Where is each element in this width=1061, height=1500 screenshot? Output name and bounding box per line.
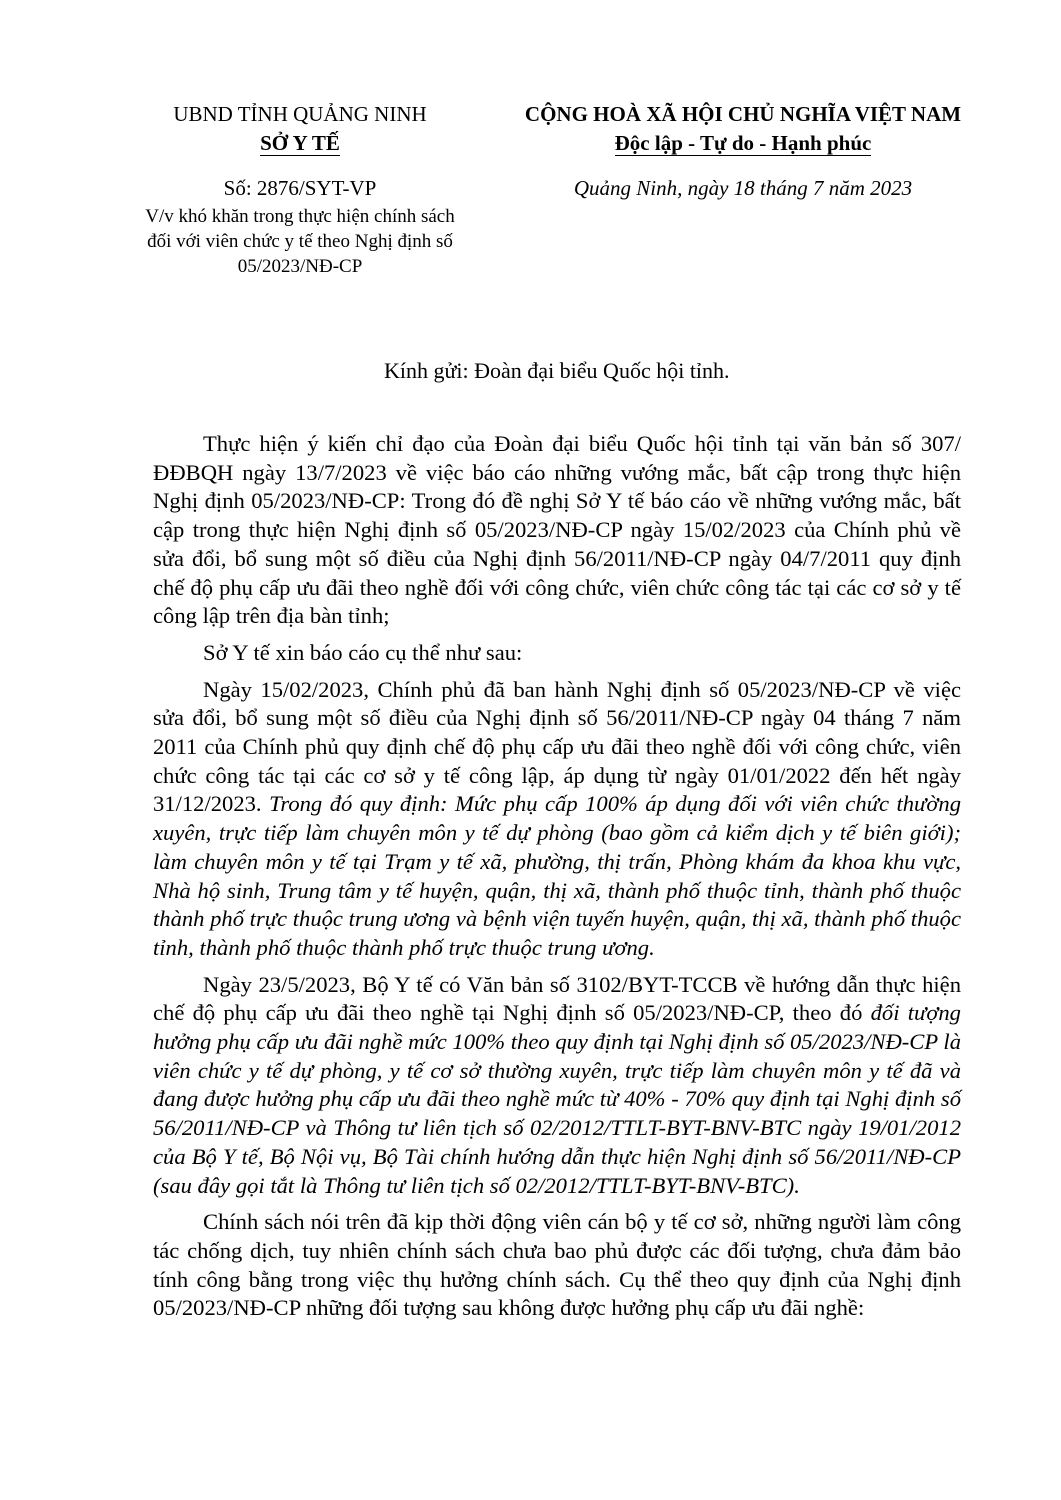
issuing-agency-block xyxy=(130,100,470,279)
subject-line: đối với viên chức y tế theo Nghị định số xyxy=(147,231,453,252)
national-motto: Độc lập - Tự do - Hạnh phúc xyxy=(614,131,872,155)
national-title: CỘNG HOÀ XÃ HỘI CHỦ NGHĨA VIỆT NAM xyxy=(524,102,962,126)
national-header-block xyxy=(488,100,998,202)
paragraph-4-italic-text: đối tượng hưởng phụ cấp ưu đãi nghề mức 100% theo quy định tại Nghị định số 05/2023/NĐ-CP là viên chức y tế dự phòng, y tế cơ sở thường xuyên, trực tiếp làm chuyên môn y tế đã và đang được hưởng phụ cấp ưu đãi theo nghề mức từ 40% - 70% quy định tại Nghị định số 56/2011/NĐ-CP và Thông tư liên tịch số 02/2012/TTLT-BYT-BNV-BTC ngày 19/01/2012 của Bộ Y tế, Bộ Nội vụ, Bộ Tài chính hướng dẫn thực hiện Nghị định số 56/2011/NĐ-CP (sau đây gọi tắt là Thông tư liên tịch số 02/2012/TTLT-BYT-BNV-BTC). xyxy=(153,1000,961,1198)
document-number: Số: 2876/SYT-VP xyxy=(223,176,377,200)
paragraph-4 xyxy=(153,971,961,1201)
agency-org: UBND TỈNH QUẢNG NINH xyxy=(173,102,427,126)
paragraph-3 xyxy=(153,676,961,963)
paragraph-3-italic-text: Trong đó quy định: Mức phụ cấp 100% áp dụng đối với viên chức thường xuyên, trực tiếp làm chuyên môn y tế dự phòng (bao gồm cả kiểm dịch y tế biên giới); làm chuyên môn y tế tại Trạm y tế xã, phường, thị trấn, Phòng khám đa khoa khu vực, Nhà hộ sinh, Trung tâm y tế huyện, quận, thị xã, thành phố thuộc tỉnh, thành phố thuộc thành phố trực thuộc trung ương và bệnh viện tuyến huyện, quận, thị xã, thành phố thuộc tỉnh, thành phố thuộc thành phố trực thuộc trung ương. xyxy=(153,791,961,960)
recipient-greeting: Kính gửi: Đoàn đại biểu Quốc hội tỉnh. xyxy=(384,358,730,383)
agency-dept: SỞ Y TẾ xyxy=(260,131,340,155)
document-subject xyxy=(130,204,470,279)
letter-body xyxy=(153,430,961,1323)
paragraph-5: Chính sách nói trên đã kịp thời động viên cán bộ y tế cơ sở, những người làm công tác chống dịch, tuy nhiên chính sách chưa bao phủ được các đối tượng, chưa đảm bảo tính công bằng trong việc thụ hưởng chính sách. Cụ thể theo quy định của Nghị định 05/2023/NĐ-CP những đối tượng sau không được hưởng phụ cấp ưu đãi nghề: xyxy=(153,1209,961,1321)
paragraph-3-text: Ngày 15/02/2023, Chính phủ đã ban hành Nghị định số 05/2023/NĐ-CP về việc sửa đổi, bổ sung một số điều của Nghị định số 56/2011/NĐ-CP ngày 04 tháng 7 năm 2011 của Chính phủ quy định chế độ phụ cấp ưu đãi theo nghề đối với công chức, viên chức công tác tại các cơ sở y tế công lập, áp dụng từ ngày 01/01/2022 đến hết ngày 31/12/2023. xyxy=(153,676,961,817)
paragraph-4-text: Ngày 23/5/2023, Bộ Y tế có Văn bản số 3102/BYT-TCCB về hướng dẫn thực hiện chế độ phụ cấp ưu đãi theo nghề tại Nghị định số 05/2023/NĐ-CP, theo đó xyxy=(153,971,961,1026)
paragraph-1: Thực hiện ý kiến chỉ đạo của Đoàn đại biểu Quốc hội tỉnh tại văn bản số 307/ĐĐBQH ngày 13/7/2023 về việc báo cáo những vướng mắc, bất cập trong thực hiện Nghị định 05/2023/NĐ-CP: Trong đó đề nghị Sở Y tế báo cáo về những vướng mắc, bất cập trong thực hiện Nghị định số 05/2023/NĐ-CP ngày 15/02/2023 của Chính phủ về sửa đổi, bổ sung một số điều của Nghị định 56/2011/NĐ-CP ngày 04/7/2011 quy định chế độ phụ cấp ưu đãi theo nghề đối với công chức, viên chức công tác tại các cơ sở y tế công lập trên địa bàn tỉnh; xyxy=(153,431,961,629)
subject-line: 05/2023/NĐ-CP xyxy=(237,256,363,277)
place-date: Quảng Ninh, ngày 18 tháng 7 năm 2023 xyxy=(573,176,913,200)
paragraph-2: Sở Y tế xin báo cáo cụ thể như sau: xyxy=(203,639,523,665)
subject-line: V/v khó khăn trong thực hiện chính sách xyxy=(145,206,455,227)
